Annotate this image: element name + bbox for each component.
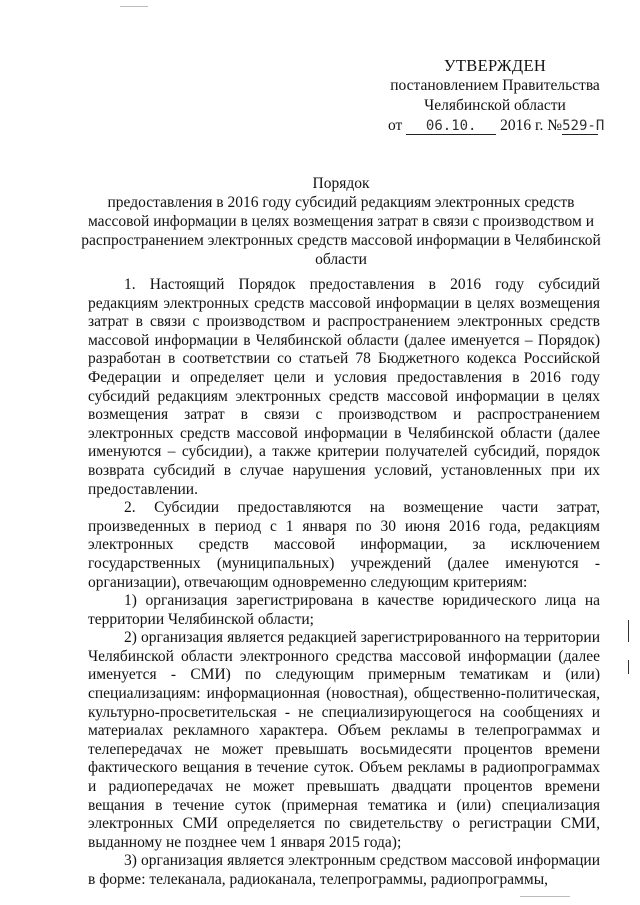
scan-speck bbox=[120, 6, 148, 7]
approval-from-label: от bbox=[388, 117, 403, 134]
approval-heading: УТВЕРЖДЕН bbox=[443, 56, 547, 75]
title-line-2: предоставления в 2016 году субсидий редакциям электронных средств массовой информации в целях возмещения затрат в связи с производством и распространением электронных средств массовой информации в Челябинской области bbox=[81, 194, 601, 268]
document-body bbox=[88, 276, 600, 890]
paragraph-1: 1. Настоящий Порядок предоставления в 2016 году субсидий редакциям электронных средств массовой информации в целях возмещения затрат в связи с производством и распространением электронных средств массовой информации в Челябинской области (далее именуется – Порядок) разработан в соответствии со статьей 78 Бюджетного кодекса Российской Федерации и определяет цели и условия предоставления в 2016 году субсидий редакциям электронных средств массовой информации в целях возмещения затрат в связи с производством и распространением электронных средств массовой информации в Челябинской области (далее именуются – субсидии), а также критерии получателей субсидий, порядок возврата субсидий в случае нарушения условий, установленных при их предоставлении. bbox=[88, 276, 600, 498]
paragraph-criterion-1: 1) организация зарегистрирована в качестве юридического лица на территории Челябинской области; bbox=[88, 592, 600, 628]
scan-edge-mark-2 bbox=[628, 660, 629, 674]
scan-edge-mark bbox=[628, 620, 629, 642]
approval-date-value: 06.10. bbox=[406, 118, 496, 135]
scan-speck-2 bbox=[520, 896, 570, 897]
paragraph-criterion-3: 3) организация является электронным средством массовой информации в форме: телеканала, радиоканала, телепрограммы, радиопрограммы, bbox=[88, 852, 600, 888]
approval-number-value: 529-П bbox=[562, 118, 605, 134]
paragraph-2: 2. Субсидии предоставляются на возмещение части затрат, произведенных в период с 1 января по 30 июня 2016 года, редакциям электронных средств массовой информации, за исключением государственных (муниципальных) учреждений (далее именуются - организации), отвечающим одновременно следующим критериям: bbox=[88, 499, 600, 591]
title-line-1: Порядок bbox=[312, 175, 370, 192]
approval-year-label: 2016 г. № bbox=[500, 117, 563, 134]
approval-date-line bbox=[380, 116, 610, 136]
approval-line-1: постановлением Правительства bbox=[390, 77, 600, 94]
approval-stamp-block bbox=[380, 56, 610, 136]
approval-line-2: Челябинской области bbox=[424, 97, 566, 114]
document-title bbox=[80, 174, 602, 269]
paragraph-criterion-2: 2) организация является редакцией зарегистрированного на территории Челябинской области электронного средства массовой информации (далее именуется - СМИ) по следующим примерным тематикам и (или) специализациям: информационная (новостная), общественно-политическая, культурно-просветительская - не специализирующегося на сообщениях и материалах рекламного характера. Объем рекламы в телепрограммах и телепередачах не может превышать восьмидесяти процентов времени фактического вещания в течение суток. Объем рекламы в радиопрограммах и радиопередачах не может превышать двадцати процентов времени вещания в течение суток (примерная тематика и (или) специализация электронных СМИ определяется по свидетельству о регистрации СМИ, выданному не позднее чем 1 января 2015 года); bbox=[88, 629, 600, 851]
